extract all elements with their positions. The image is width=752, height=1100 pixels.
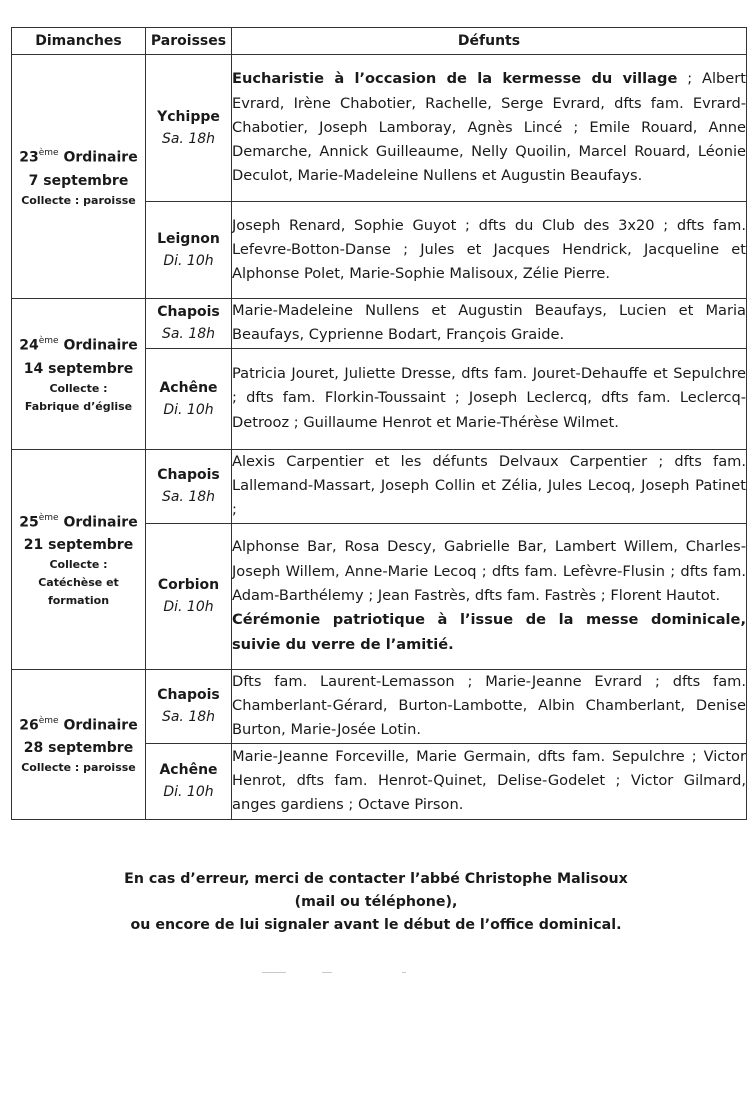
mass-time: Sa. 18h (161, 131, 216, 147)
table-row (12, 55, 747, 202)
deceased-names: Dfts fam. Laurent-Lemasson ; Marie-Jeanne Evrard ; dfts fam. Chamberlant-Gérard, Burton-Lambotte, Albin Chamberlant, Denise Burton, Marie-Josée Lotin. (232, 672, 746, 739)
deceased-names: Marie-Madeleine Nullens et Augustin Beaufays, Lucien et Maria Beaufays, Cyprienne Bodart, François Graide. (232, 302, 746, 344)
collection-label: formation (47, 594, 110, 608)
mass-time: Sa. 18h (161, 709, 216, 726)
sunday-date: 21 septembre (23, 537, 134, 554)
deceased-names: Alphonse Bar, Rosa Descy, Gabrielle Bar, Lambert Willem, Charles-Joseph Willem, Anne-Marie Lecoq ; dfts fam. Lefèvre-Flusin ; dfts fam. Adam-Barthélemy ; Jean Fastrès, dfts fam. Fastrès ; Florent Hautot. (232, 538, 746, 604)
collection-label: Collecte : (49, 382, 108, 396)
sunday-title: 23ème Ordinaire (19, 148, 138, 166)
table-header-row (12, 28, 747, 55)
parish-cell (146, 743, 232, 819)
deceased-names: ; Albert Evrard, Irène Chabotier, Rachelle, Serge Evrard, dfts fam. Evrard-Chabotier, Joseph Lamboray, Agnès Lincé ; Emile Rouard, Anne Demarche, Annick Guilleaume, Nelly Quoilin, Marcel Rouard, Léonie Deculot, Marie-Madeleine Nullens et Augustin Beaufays. (232, 70, 746, 185)
mass-time: Di. 10h (163, 401, 214, 418)
sunday-title: 25ème Ordinaire (19, 512, 138, 531)
sunday-cell (12, 669, 146, 819)
parish-name: Achêne (159, 379, 218, 396)
mass-time: Di. 10h (163, 253, 214, 269)
mass-time: Di. 10h (163, 599, 214, 616)
parish-cell (146, 202, 232, 299)
table-row (12, 299, 747, 349)
deceased-names: Patricia Jouret, Juliette Dresse, dfts fam. Jouret-Dehauffe et Sepulchre ; dfts fam. Florkin-Toussaint ; Joseph Leclercq, dfts fam. Leclercq-Detrooz ; Guillaume Henrot et Marie-Thérèse Wilmet. (232, 365, 746, 431)
parish-cell (146, 669, 232, 743)
mass-time: Di. 10h (163, 784, 214, 801)
sunday-cell (12, 449, 146, 669)
mass-time: Sa. 18h (161, 326, 216, 343)
deceased-names: Joseph Renard, Sophie Guyot ; dfts du Club des 3x20 ; dfts fam. Lefevre-Botton-Danse ; Jules et Jacques Hendrick, Jacqueline et Alphonse Polet, Marie-Sophie Malisoux, Zélie Pierre. (232, 216, 746, 283)
header-deceased: Défunts (232, 28, 747, 55)
parish-cell (146, 523, 232, 669)
parish-name: Leignon (157, 231, 220, 247)
parish-cell (146, 55, 232, 202)
parish-name: Chapois (157, 304, 220, 321)
notice-line: (mail ou téléphone), (294, 894, 458, 910)
deceased-cell (232, 743, 747, 819)
table-row (12, 449, 747, 523)
highlight-text: Cérémonie patriotique à l’issue de la messe dominicale, suivie du verre de l’amitié. (232, 611, 746, 653)
collection-label: Collecte : (49, 558, 108, 572)
deceased-cell (232, 523, 747, 669)
deceased-names: Alexis Carpentier et les défunts Delvaux Carpentier ; dfts fam. Lallemand-Massart, Joseph Collin et Zélia, Jules Lecoq, Joseph Patinet ; (232, 452, 746, 519)
notice-line: ou encore de lui signaler avant le début de l’office dominical. (130, 917, 622, 933)
sunday-title: 26ème Ordinaire (19, 715, 138, 734)
sunday-date: 28 septembre (23, 740, 134, 757)
sunday-cell (12, 55, 146, 299)
parish-name: Chapois (157, 687, 220, 704)
highlight-text: Eucharistie à l’occasion de la kermesse du village (232, 70, 678, 88)
deceased-cell (232, 202, 747, 299)
mass-time: Sa. 18h (161, 489, 216, 506)
parish-cell (146, 449, 232, 523)
deceased-cell (232, 449, 747, 523)
contact-notice (0, 868, 752, 937)
deceased-names: Marie-Jeanne Forceville, Marie Germain, dfts fam. Sepulchre ; Victor Henrot, dfts fam. Henrot-Quinet, Delise-Godelet ; Victor Gilmard, anges gardiens ; Octave Pirson. (232, 747, 746, 814)
collection-label: Catéchèse et (38, 576, 119, 590)
header-sundays: Dimanches (12, 28, 146, 55)
collection-label: Collecte : paroisse (21, 761, 136, 775)
sunday-title: 24ème Ordinaire (19, 336, 138, 355)
parish-name: Achêne (159, 762, 218, 779)
table-row (12, 669, 747, 743)
deceased-cell (232, 669, 747, 743)
sunday-cell (12, 299, 146, 450)
notice-line: En cas d’erreur, merci de contacter l’abbé Christophe Malisoux (124, 871, 628, 887)
deceased-cell (232, 299, 747, 349)
collection-label: Fabrique d’église (24, 400, 133, 414)
sunday-date: 14 septembre (23, 361, 134, 378)
collection-label: Collecte : paroisse (21, 193, 136, 207)
header-parishes: Paroisses (146, 28, 232, 55)
parish-name: Ychippe (157, 109, 220, 125)
mass-intentions-table (11, 27, 747, 820)
parish-name: Chapois (157, 467, 220, 484)
parish-cell (146, 299, 232, 349)
deceased-cell (232, 348, 747, 449)
parish-name: Corbion (157, 577, 220, 594)
sunday-date: 7 septembre (28, 172, 129, 189)
scan-artifact (262, 972, 412, 975)
deceased-cell (232, 55, 747, 202)
parish-cell (146, 348, 232, 449)
